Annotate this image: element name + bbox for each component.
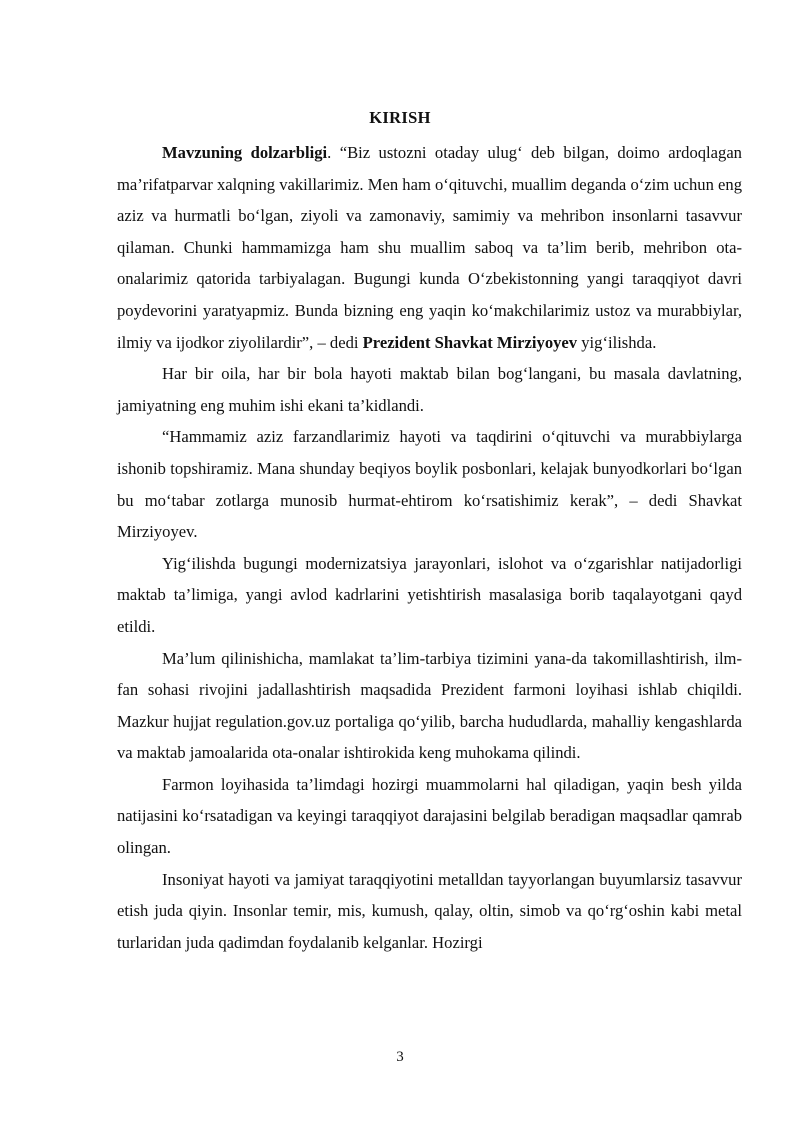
document-body bbox=[117, 137, 742, 958]
relevance-heading: Mavzuning dolzarbligi bbox=[162, 143, 328, 162]
paragraph: Farmon loyihasida ta’limdagi hozirgi muammolarni hal qiladigan, yaqin besh yilda natijasini ko‘rsatadigan va keyingi taraqqiyot darajasini belgilab beradigan maqsadlar qamrab olingan. bbox=[117, 774, 742, 858]
paragraph: Yig‘ilishda bugungi modernizatsiya jarayonlari, islohot va o‘zgarishlar natijadorligi maktab ta’limiga, yangi avlod kadrlarini yetishtirish masalasiga borib taqalayotgani qayd etildi. bbox=[117, 553, 742, 636]
section-title: KIRISH bbox=[369, 108, 431, 127]
paragraph: Har bir oila, har bir bola hayoti maktab bilan bog‘langani, bu masala davlatning, jamiyatning eng muhim ishi ekani ta’kidlandi. bbox=[117, 364, 742, 415]
page-number: 3 bbox=[396, 1049, 404, 1065]
paragraph: “Hammamiz aziz farzandlarimiz hayoti va taqdirini o‘qituvchi va murabbiylarga ishonib topshiramiz. Mana shunday beqiyos boylik posbonlari, kelajak bunyodkorlari bo‘lgan bu mo‘tabar zotlarga munosib hurmat-ehtirom ko‘rsatishimiz kerak”, – dedi Shavkat Mirziyoyev. bbox=[117, 427, 742, 542]
paragraph: Ma’lum qilinishicha, mamlakat ta’lim-tarbiya tizimini yana-da takomillashtirish, ilm-fan sohasi rivojini jadallashtirish maqsadida Prezident farmoni loyihasi ishlab chiqildi. Mazkur hujjat regulation.gov.uz portaliga qo‘yilib, barcha hududlarda, mahalliy kengashlarda va maktab jamoalarida ota-onalar ishtirokida keng muhokama qilindi. bbox=[117, 648, 742, 763]
paragraph-text: yig‘ilishda. bbox=[577, 332, 657, 352]
paragraph-text: . “Biz ustozni otaday ulug‘ deb bilgan, doimo ardoqlagan ma’rifatparvar xalqning vakillarimiz. Men ham o‘qituvchi, muallim deganda o‘zim uchun eng aziz va hurmatli bo‘lgan, ziyoli va zamonaviy, samimiy va mehribon insonlarni tasavvur qilaman. Chunki hammamizga ham shu muallim saboq va ta’lim berib, mehribon ota-onalarimiz qatorida tarbiyalagan. Bugungi kunda O‘zbekistonning yangi taraqqiyot davri poydevorini yaratyapmiz. Bunda bizning eng yaqin ko‘makchilarimiz ustoz va murabbiylar, ilmiy va ijodkor ziyolilardir”, – dedi bbox=[117, 143, 742, 352]
president-name: Prezident Shavkat Mirziyoyev bbox=[362, 332, 578, 352]
paragraph: Insoniyat hayoti va jamiyat taraqqiyotini metalldan tayyorlangan buyumlarsiz tasavvur etish juda qiyin. Insonlar temir, mis, kumush, qalay, oltin, simob va qo‘rg‘oshin kabi metal turlaridan juda qadimdan foydalanib kelganlar. Hozirgi bbox=[117, 869, 742, 952]
paragraph-relevance bbox=[117, 137, 742, 358]
